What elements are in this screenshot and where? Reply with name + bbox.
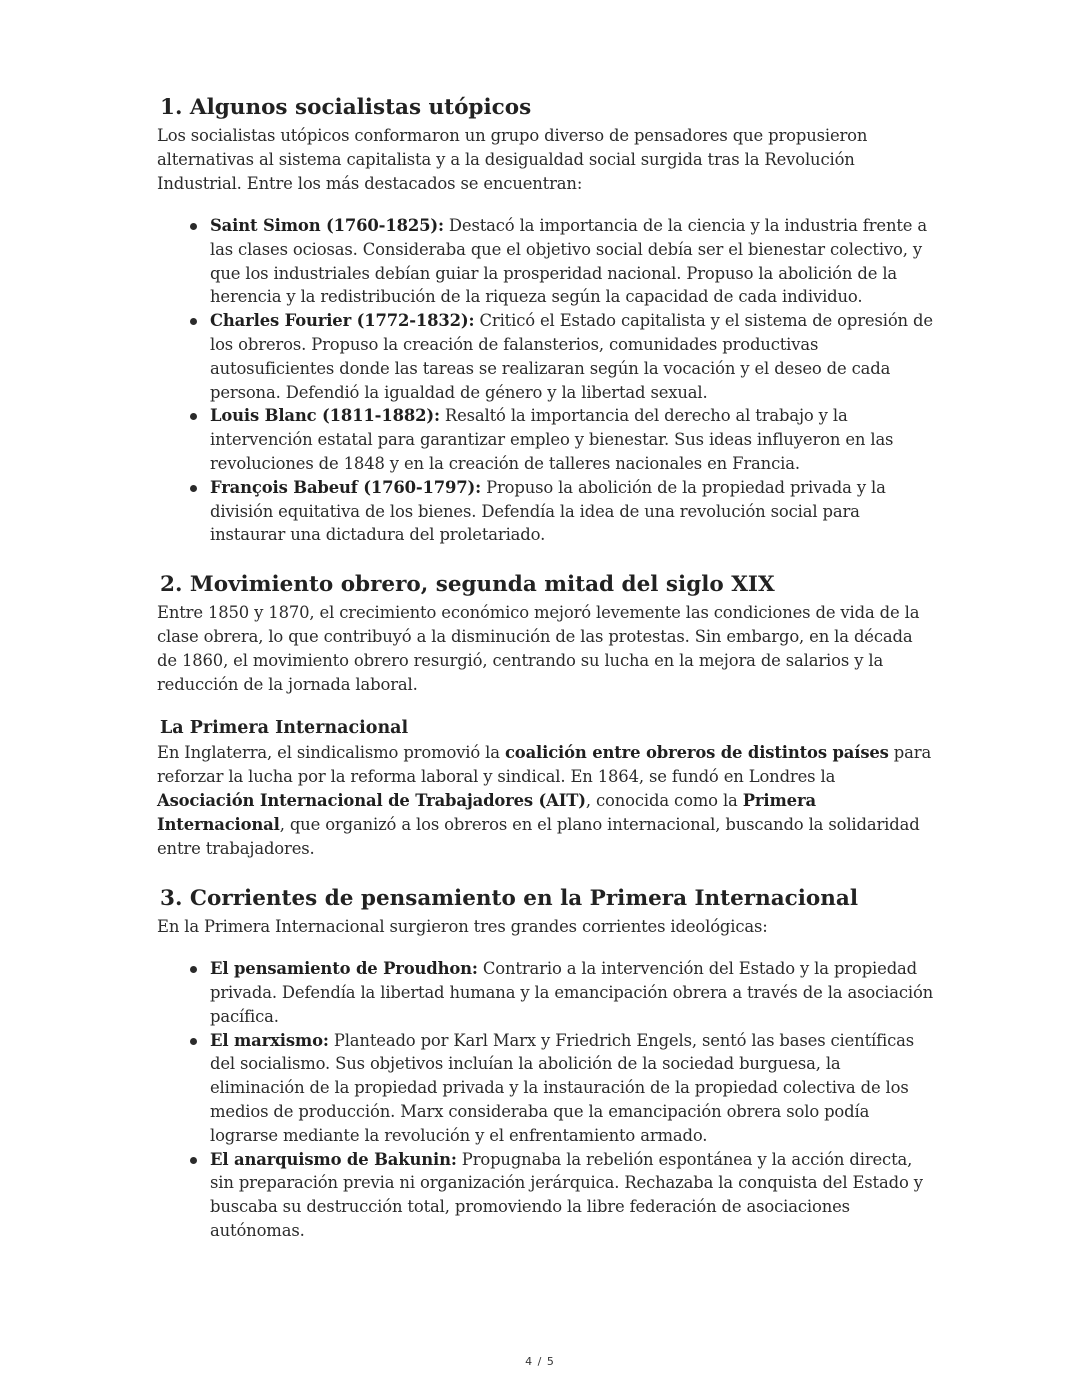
subsection-heading: La Primera Internacional [160,718,409,739]
list-item-text: Planteado por Karl Marx y Friedrich Engels, sentó las bases científicas del socialismo. Sus objetivos incluían la abolición de la sociedad burguesa, la eliminación de la propiedad privada y la instauración de la propiedad colectiva de los medios de producción. Marx consideraba que la emancipación obrera solo podía lograrse mediante la revolución y el enfrentamiento armado. [210,1030,915,1145]
subsection-paragraph [157,741,937,861]
bullet-icon [190,1157,197,1164]
section-heading: 2. Movimiento obrero, segunda mitad del siglo XIX [160,572,775,598]
list-item-term: El pensamiento de Proudhon: [210,959,478,979]
section-intro: Entre 1850 y 1870, el crecimiento económico mejoró levemente las condiciones de vida de la clase obrera, lo que contribuyó a la disminución de las protestas. Sin embargo, en la década de 1860, el movimiento obrero resurgió, centrando su lucha en la mejora de salarios y la reducción de la jornada laboral. [157,603,920,695]
list-item-term: Charles Fourier (1772-1832): [210,311,475,331]
bullet-list [157,214,937,547]
section-intro: En la Primera Internacional surgieron tres grandes corrientes ideológicas: [157,917,768,937]
bold-run: coalición entre obreros de distintos países [504,743,889,763]
section-heading: 1. Algunos socialistas utópicos [160,95,532,120]
bullet-list [157,957,937,1243]
list-item-term: El anarquismo de Bakunin: [210,1149,457,1169]
list-item-term: François Babeuf (1760-1797): [210,477,482,497]
list-item [157,309,937,404]
list-item [157,214,937,309]
list-item-text: Criticó el Estado capitalista y el sistema de opresión de los obreros. Propuso la creación de falansterios, comunidades productivas autosuficientes donde las tareas se realizaran según la vocación y el deseo de cada persona. Defendió la igualdad de género y la libertad sexual. [210,311,933,402]
list-item-term: El marxismo: [210,1030,329,1050]
list-item-text: Propugnaba la rebelión espontánea y la acción directa, sin preparación previa ni organización jerárquica. Rechazaba la conquista del Estado y buscaba su destrucción total, promoviendo la libre federación de asociaciones autónomas. [210,1149,923,1240]
list-item [157,404,937,475]
bold-run: Asociación Internacional de Trabajadores (AIT) [157,791,586,811]
bullet-icon [190,413,197,420]
bullet-icon [190,223,197,230]
section-intro: Los socialistas utópicos conformaron un grupo diverso de pensadores que propusieron alternativas al sistema capitalista y a la desigualdad social surgida tras la Revolución Industrial. Entre los más destacados se encuentran: [157,126,868,193]
bullet-icon [190,485,197,492]
section-labor-movement [157,569,937,861]
bullet-icon [190,318,197,325]
list-item-text: Contrario a la intervención del Estado y la propiedad privada. Defendía la libertad humana y la emancipación obrera a través de la asociación pacífica. [210,959,934,1026]
section-utopian-socialists [157,92,937,547]
list-item-text: Resaltó la importancia del derecho al trabajo y la intervención estatal para garantizar empleo y bienestar. Sus ideas influyeron en las revoluciones de 1848 y en la creación de talleres nacionales en Francia. [210,406,894,473]
bullet-icon [190,966,197,973]
document-page [157,92,937,1243]
section-currents-of-thought [157,883,937,1243]
text-run: para reforzar la lucha por la reforma laboral y sindical. En 1864, se fundó en Londres la [157,743,932,787]
list-item [157,1148,937,1243]
page-number: 4 / 5 [525,1355,555,1368]
list-item [157,476,937,547]
list-item [157,1029,937,1148]
text-run: , conocida como la [585,791,743,811]
list-item [157,957,937,1028]
bullet-icon [190,1038,197,1045]
list-item-term: Saint Simon (1760-1825): [210,216,444,235]
text-run: En Inglaterra, el sindicalismo promovió la [157,743,505,763]
list-item-text: Destacó la importancia de la ciencia y la industria frente a las clases ociosas. Consideraba que el objetivo social debía ser el bienestar colectivo, y que los industriales debían guiar la prosperidad nacional. Propuso la abolición de la herencia y la redistribución de la riqueza según la capacidad de cada individuo. [210,216,928,307]
text-run: , que organizó a los obreros en el plano internacional, buscando la solidaridad entre trabajadores. [157,815,920,859]
list-item-term: Louis Blanc (1811-1882): [210,406,440,426]
list-item-text: Propuso la abolición de la propiedad privada y la división equitativa de los bienes. Defendía la idea de una revolución social para instaurar una dictadura del proletariado. [210,477,886,545]
bold-run: Primera Internacional [157,791,816,835]
section-heading: 3. Corrientes de pensamiento en la Primera Internacional [160,886,859,912]
